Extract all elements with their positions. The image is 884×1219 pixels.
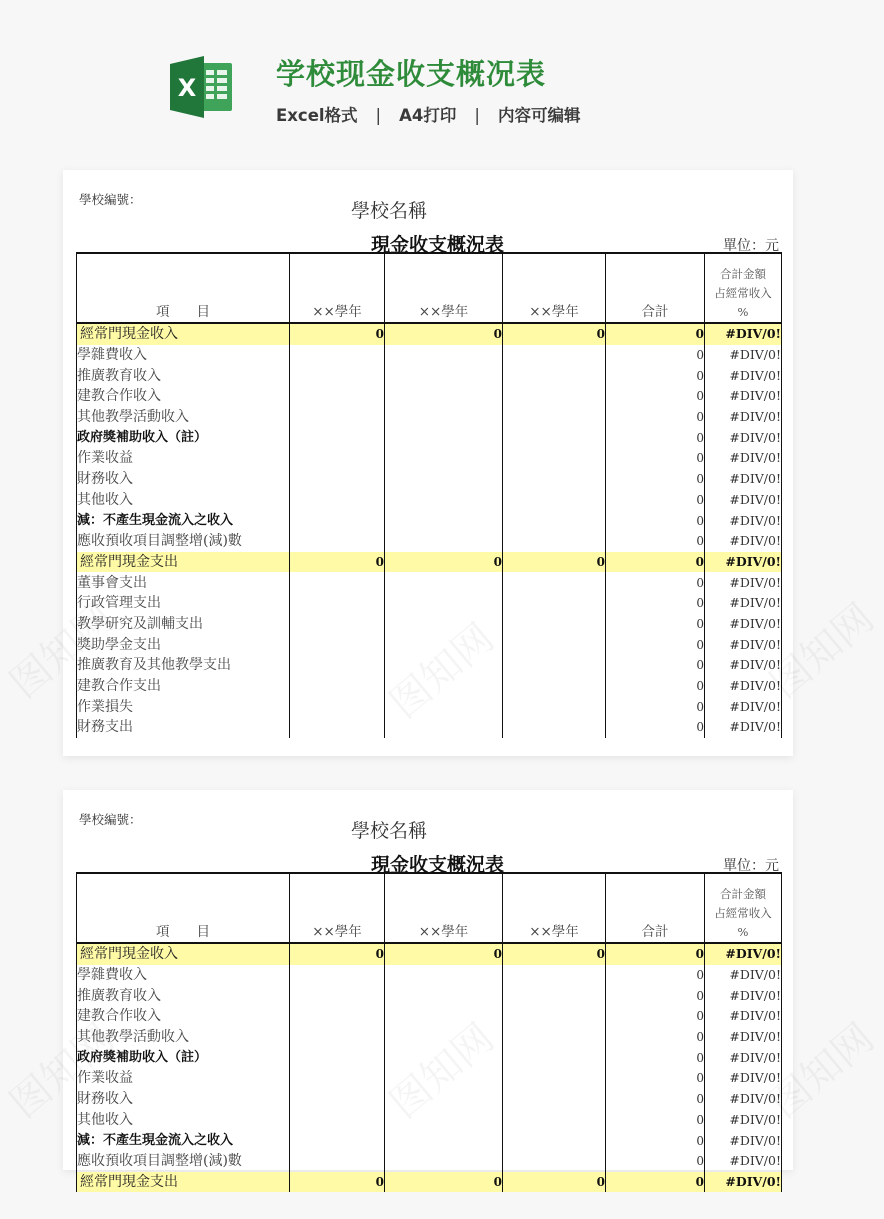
col-header-percent bbox=[705, 253, 782, 323]
cell-year-1 bbox=[290, 1151, 385, 1172]
cell-year-3: 0 bbox=[503, 323, 606, 345]
table-row bbox=[77, 676, 782, 697]
pct-header-line: 占經常收入 bbox=[714, 906, 772, 920]
row-label: 減：不產生現金流入之收入 bbox=[77, 510, 290, 531]
cell-year-1 bbox=[290, 1006, 385, 1027]
cell-total: 0 bbox=[606, 1089, 705, 1110]
cell-total: 0 bbox=[606, 614, 705, 635]
cell-percent: #DIV/0! bbox=[705, 676, 782, 697]
table-row bbox=[77, 1089, 782, 1110]
cell-percent: #DIV/0! bbox=[705, 696, 782, 717]
table-row bbox=[77, 572, 782, 593]
cell-year-1 bbox=[290, 1110, 385, 1131]
row-label: 其他收入 bbox=[77, 490, 290, 511]
cell-year-3 bbox=[503, 427, 606, 448]
cell-year-2 bbox=[385, 1006, 503, 1027]
cell-year-1 bbox=[290, 1130, 385, 1151]
table-row bbox=[77, 1110, 782, 1131]
row-label: 學雜費收入 bbox=[77, 345, 290, 366]
cell-year-1 bbox=[290, 614, 385, 635]
row-label: 學雜費收入 bbox=[77, 965, 290, 986]
cell-year-3: 0 bbox=[503, 552, 606, 573]
cell-total: 0 bbox=[606, 323, 705, 345]
cell-year-1 bbox=[290, 1047, 385, 1068]
cell-year-1 bbox=[290, 427, 385, 448]
cell-year-1 bbox=[290, 593, 385, 614]
cell-year-2: 0 bbox=[385, 323, 503, 345]
pct-header-line: 合計金額 bbox=[720, 887, 766, 901]
cell-percent: #DIV/0! bbox=[705, 717, 782, 738]
row-label: 其他教學活動收入 bbox=[77, 1027, 290, 1048]
table-row bbox=[77, 1047, 782, 1068]
cell-year-2: 0 bbox=[385, 1172, 503, 1193]
cell-percent: #DIV/0! bbox=[705, 593, 782, 614]
cell-year-1 bbox=[290, 696, 385, 717]
school-number-label: 學校編號： bbox=[79, 812, 142, 827]
cell-percent: #DIV/0! bbox=[705, 1130, 782, 1151]
school-name: 學校名稱 bbox=[351, 820, 428, 842]
table-row bbox=[77, 696, 782, 717]
cell-percent: #DIV/0! bbox=[705, 531, 782, 552]
row-label: 獎助學金支出 bbox=[77, 634, 290, 655]
cell-total: 0 bbox=[606, 490, 705, 511]
cell-total: 0 bbox=[606, 572, 705, 593]
cell-year-1: 0 bbox=[290, 1172, 385, 1193]
cell-year-3 bbox=[503, 696, 606, 717]
cell-year-2 bbox=[385, 1089, 503, 1110]
cell-year-2 bbox=[385, 1068, 503, 1089]
cell-percent: #DIV/0! bbox=[705, 365, 782, 386]
cell-year-2 bbox=[385, 1151, 503, 1172]
cell-year-2 bbox=[385, 386, 503, 407]
cell-year-2 bbox=[385, 696, 503, 717]
sheet-title: 現金收支概況表 bbox=[371, 854, 505, 876]
excel-icon bbox=[170, 56, 234, 118]
cell-year-2 bbox=[385, 1047, 503, 1068]
cell-year-1 bbox=[290, 469, 385, 490]
row-label: 政府獎補助收入（註） bbox=[77, 1047, 290, 1068]
cell-percent: #DIV/0! bbox=[705, 1027, 782, 1048]
cell-percent: #DIV/0! bbox=[705, 1172, 782, 1193]
feature-excel-format: Excel格式 bbox=[276, 106, 358, 125]
svg-text:X: X bbox=[177, 74, 197, 102]
table-row bbox=[77, 965, 782, 986]
table-row bbox=[77, 655, 782, 676]
pct-header-line: % bbox=[737, 925, 749, 939]
section-row bbox=[77, 552, 782, 573]
row-label: 財務支出 bbox=[77, 717, 290, 738]
cell-year-2 bbox=[385, 1130, 503, 1151]
cell-year-1 bbox=[290, 634, 385, 655]
cell-percent: #DIV/0! bbox=[705, 510, 782, 531]
banner-subtitle bbox=[276, 102, 580, 126]
cell-year-3 bbox=[503, 345, 606, 366]
cell-year-3: 0 bbox=[503, 943, 606, 965]
cell-year-3 bbox=[503, 407, 606, 428]
school-number-label: 學校編號： bbox=[79, 192, 142, 207]
cell-total: 0 bbox=[606, 448, 705, 469]
cell-year-2 bbox=[385, 407, 503, 428]
feature-a4-print: A4打印 bbox=[399, 106, 457, 125]
cell-year-2: 0 bbox=[385, 552, 503, 573]
cell-year-3 bbox=[503, 985, 606, 1006]
cell-total: 0 bbox=[606, 1172, 705, 1193]
section-row bbox=[77, 943, 782, 965]
row-label: 其他教學活動收入 bbox=[77, 407, 290, 428]
cell-percent: #DIV/0! bbox=[705, 448, 782, 469]
row-label: 推廣教育收入 bbox=[77, 365, 290, 386]
col-header-percent bbox=[705, 873, 782, 943]
table-row bbox=[77, 448, 782, 469]
cell-year-1 bbox=[290, 448, 385, 469]
cell-year-2 bbox=[385, 490, 503, 511]
col-header-year-1: ××學年 bbox=[290, 873, 385, 943]
cell-year-1 bbox=[290, 572, 385, 593]
table-row bbox=[77, 717, 782, 738]
row-label: 推廣教育收入 bbox=[77, 985, 290, 1006]
unit-label: 單位：元 bbox=[723, 238, 779, 254]
cell-year-2 bbox=[385, 1027, 503, 1048]
cell-percent: #DIV/0! bbox=[705, 1089, 782, 1110]
cell-total: 0 bbox=[606, 634, 705, 655]
cell-year-3 bbox=[503, 634, 606, 655]
table-row bbox=[77, 531, 782, 552]
table-row bbox=[77, 490, 782, 511]
cell-total: 0 bbox=[606, 1006, 705, 1027]
pct-header-line: % bbox=[737, 305, 749, 319]
cell-year-1 bbox=[290, 717, 385, 738]
cell-year-1: 0 bbox=[290, 943, 385, 965]
table-row bbox=[77, 1130, 782, 1151]
cell-year-3 bbox=[503, 1130, 606, 1151]
col-header-year-1: ××學年 bbox=[290, 253, 385, 323]
cell-total: 0 bbox=[606, 386, 705, 407]
cell-percent: #DIV/0! bbox=[705, 1068, 782, 1089]
cell-percent: #DIV/0! bbox=[705, 323, 782, 345]
cell-year-3: 0 bbox=[503, 1172, 606, 1193]
row-label: 政府獎補助收入（註） bbox=[77, 427, 290, 448]
col-header-total: 合計 bbox=[606, 253, 705, 323]
cell-year-2 bbox=[385, 531, 503, 552]
cell-percent: #DIV/0! bbox=[705, 634, 782, 655]
cell-total: 0 bbox=[606, 593, 705, 614]
row-label: 建教合作支出 bbox=[77, 676, 290, 697]
cell-year-2 bbox=[385, 365, 503, 386]
col-header-item: 項 目 bbox=[77, 873, 290, 943]
cell-total: 0 bbox=[606, 1047, 705, 1068]
cell-year-2 bbox=[385, 634, 503, 655]
table-row bbox=[77, 365, 782, 386]
banner-title: 学校现金收支概况表 bbox=[276, 57, 547, 91]
unit-label: 單位：元 bbox=[723, 858, 779, 874]
cell-percent: #DIV/0! bbox=[705, 1110, 782, 1131]
cell-total: 0 bbox=[606, 510, 705, 531]
cell-percent: #DIV/0! bbox=[705, 345, 782, 366]
cell-total: 0 bbox=[606, 965, 705, 986]
cell-year-3 bbox=[503, 572, 606, 593]
separator: | bbox=[474, 106, 480, 125]
cell-year-3 bbox=[503, 655, 606, 676]
cell-total: 0 bbox=[606, 365, 705, 386]
cell-year-1 bbox=[290, 1068, 385, 1089]
row-label: 建教合作收入 bbox=[77, 386, 290, 407]
cell-year-2 bbox=[385, 427, 503, 448]
cell-percent: #DIV/0! bbox=[705, 469, 782, 490]
cell-percent: #DIV/0! bbox=[705, 614, 782, 635]
cell-percent: #DIV/0! bbox=[705, 572, 782, 593]
row-label: 經常門現金支出 bbox=[77, 552, 290, 573]
cell-year-3 bbox=[503, 531, 606, 552]
section-row bbox=[77, 1172, 782, 1193]
cell-year-3 bbox=[503, 1006, 606, 1027]
cell-percent: #DIV/0! bbox=[705, 655, 782, 676]
cell-year-1 bbox=[290, 985, 385, 1006]
row-label: 推廣教育及其他教學支出 bbox=[77, 655, 290, 676]
table-row bbox=[77, 386, 782, 407]
preview-page-1 bbox=[63, 170, 793, 756]
row-label: 行政管理支出 bbox=[77, 593, 290, 614]
cell-year-3 bbox=[503, 593, 606, 614]
cell-year-2 bbox=[385, 469, 503, 490]
cell-total: 0 bbox=[606, 655, 705, 676]
cell-year-3 bbox=[503, 1027, 606, 1048]
table-row bbox=[77, 1027, 782, 1048]
table-row bbox=[77, 614, 782, 635]
col-header-year-3: ××學年 bbox=[503, 253, 606, 323]
cell-year-1 bbox=[290, 365, 385, 386]
cell-total: 0 bbox=[606, 469, 705, 490]
row-label: 經常門現金收入 bbox=[77, 943, 290, 965]
cell-year-3 bbox=[503, 1047, 606, 1068]
row-label: 經常門現金支出 bbox=[77, 1172, 290, 1193]
cashflow-table bbox=[76, 872, 781, 1192]
cell-total: 0 bbox=[606, 407, 705, 428]
cell-year-2 bbox=[385, 448, 503, 469]
cell-year-1 bbox=[290, 345, 385, 366]
cell-total: 0 bbox=[606, 552, 705, 573]
row-label: 董事會支出 bbox=[77, 572, 290, 593]
cell-percent: #DIV/0! bbox=[705, 943, 782, 965]
cell-year-2 bbox=[385, 985, 503, 1006]
cell-percent: #DIV/0! bbox=[705, 1006, 782, 1027]
cell-year-2 bbox=[385, 614, 503, 635]
cell-total: 0 bbox=[606, 1027, 705, 1048]
cell-year-1 bbox=[290, 510, 385, 531]
table-row bbox=[77, 634, 782, 655]
cell-year-2 bbox=[385, 676, 503, 697]
cell-year-2 bbox=[385, 345, 503, 366]
cell-total: 0 bbox=[606, 1110, 705, 1131]
cell-year-1 bbox=[290, 965, 385, 986]
cell-year-3 bbox=[503, 469, 606, 490]
col-header-item: 項 目 bbox=[77, 253, 290, 323]
table-header-row bbox=[77, 253, 782, 323]
banner bbox=[0, 0, 860, 160]
col-header-year-2: ××學年 bbox=[385, 253, 503, 323]
cell-year-1: 0 bbox=[290, 552, 385, 573]
cell-total: 0 bbox=[606, 717, 705, 738]
cell-year-2 bbox=[385, 572, 503, 593]
col-header-year-2: ××學年 bbox=[385, 873, 503, 943]
cell-year-3 bbox=[503, 1151, 606, 1172]
cell-total: 0 bbox=[606, 696, 705, 717]
separator: | bbox=[375, 106, 382, 125]
table-row bbox=[77, 407, 782, 428]
row-label: 應收預收項目調整增(減)數 bbox=[77, 1151, 290, 1172]
cell-year-3 bbox=[503, 676, 606, 697]
preview-page-2 bbox=[63, 790, 793, 1190]
feature-editable: 内容可编辑 bbox=[497, 106, 581, 125]
row-label: 財務收入 bbox=[77, 1089, 290, 1110]
row-label: 其他收入 bbox=[77, 1110, 290, 1131]
cell-total: 0 bbox=[606, 1130, 705, 1151]
table-row bbox=[77, 1006, 782, 1027]
cell-year-2: 0 bbox=[385, 943, 503, 965]
cell-year-2 bbox=[385, 510, 503, 531]
row-label: 教學研究及訓輔支出 bbox=[77, 614, 290, 635]
row-label: 減：不產生現金流入之收入 bbox=[77, 1130, 290, 1151]
cell-total: 0 bbox=[606, 1068, 705, 1089]
col-header-total: 合計 bbox=[606, 873, 705, 943]
pct-header-line: 合計金額 bbox=[720, 267, 766, 281]
pct-header-line: 占經常收入 bbox=[714, 286, 772, 300]
table-row bbox=[77, 427, 782, 448]
cell-year-3 bbox=[503, 490, 606, 511]
row-label: 作業損失 bbox=[77, 696, 290, 717]
cell-total: 0 bbox=[606, 427, 705, 448]
cell-year-1 bbox=[290, 407, 385, 428]
cell-year-2 bbox=[385, 1110, 503, 1131]
cell-year-1 bbox=[290, 1027, 385, 1048]
school-name: 學校名稱 bbox=[351, 200, 428, 222]
cell-year-3 bbox=[503, 614, 606, 635]
table-row bbox=[77, 593, 782, 614]
cell-total: 0 bbox=[606, 345, 705, 366]
cell-year-1 bbox=[290, 1089, 385, 1110]
cell-year-2 bbox=[385, 717, 503, 738]
cell-year-1 bbox=[290, 655, 385, 676]
cell-year-3 bbox=[503, 386, 606, 407]
row-label: 作業收益 bbox=[77, 448, 290, 469]
col-header-year-3: ××學年 bbox=[503, 873, 606, 943]
table-row bbox=[77, 1151, 782, 1172]
cell-year-2 bbox=[385, 593, 503, 614]
cell-percent: #DIV/0! bbox=[705, 427, 782, 448]
cell-year-1 bbox=[290, 490, 385, 511]
cell-year-3 bbox=[503, 1110, 606, 1131]
cell-total: 0 bbox=[606, 943, 705, 965]
section-row bbox=[77, 323, 782, 345]
row-label: 作業收益 bbox=[77, 1068, 290, 1089]
cell-year-1 bbox=[290, 531, 385, 552]
cell-year-3 bbox=[503, 1068, 606, 1089]
table-row bbox=[77, 345, 782, 366]
sheet-title: 現金收支概況表 bbox=[371, 234, 505, 256]
row-label: 經常門現金收入 bbox=[77, 323, 290, 345]
table-row bbox=[77, 469, 782, 490]
cell-total: 0 bbox=[606, 1151, 705, 1172]
cell-year-3 bbox=[503, 365, 606, 386]
row-label: 應收預收項目調整增(減)數 bbox=[77, 531, 290, 552]
cell-year-1 bbox=[290, 386, 385, 407]
cell-percent: #DIV/0! bbox=[705, 1047, 782, 1068]
cell-year-3 bbox=[503, 717, 606, 738]
cell-total: 0 bbox=[606, 676, 705, 697]
cashflow-table bbox=[76, 252, 781, 738]
cell-year-1 bbox=[290, 676, 385, 697]
row-label: 財務收入 bbox=[77, 469, 290, 490]
table-header-row bbox=[77, 873, 782, 943]
cell-percent: #DIV/0! bbox=[705, 386, 782, 407]
cell-total: 0 bbox=[606, 531, 705, 552]
cell-year-3 bbox=[503, 510, 606, 531]
cell-percent: #DIV/0! bbox=[705, 552, 782, 573]
cell-percent: #DIV/0! bbox=[705, 490, 782, 511]
cell-percent: #DIV/0! bbox=[705, 965, 782, 986]
cell-percent: #DIV/0! bbox=[705, 985, 782, 1006]
table-row bbox=[77, 985, 782, 1006]
table-row bbox=[77, 1068, 782, 1089]
cell-year-1: 0 bbox=[290, 323, 385, 345]
table-row bbox=[77, 510, 782, 531]
cell-year-2 bbox=[385, 965, 503, 986]
cell-year-2 bbox=[385, 655, 503, 676]
cell-total: 0 bbox=[606, 985, 705, 1006]
cell-percent: #DIV/0! bbox=[705, 407, 782, 428]
cell-percent: #DIV/0! bbox=[705, 1151, 782, 1172]
row-label: 建教合作收入 bbox=[77, 1006, 290, 1027]
cell-year-3 bbox=[503, 448, 606, 469]
cell-year-3 bbox=[503, 1089, 606, 1110]
cell-year-3 bbox=[503, 965, 606, 986]
